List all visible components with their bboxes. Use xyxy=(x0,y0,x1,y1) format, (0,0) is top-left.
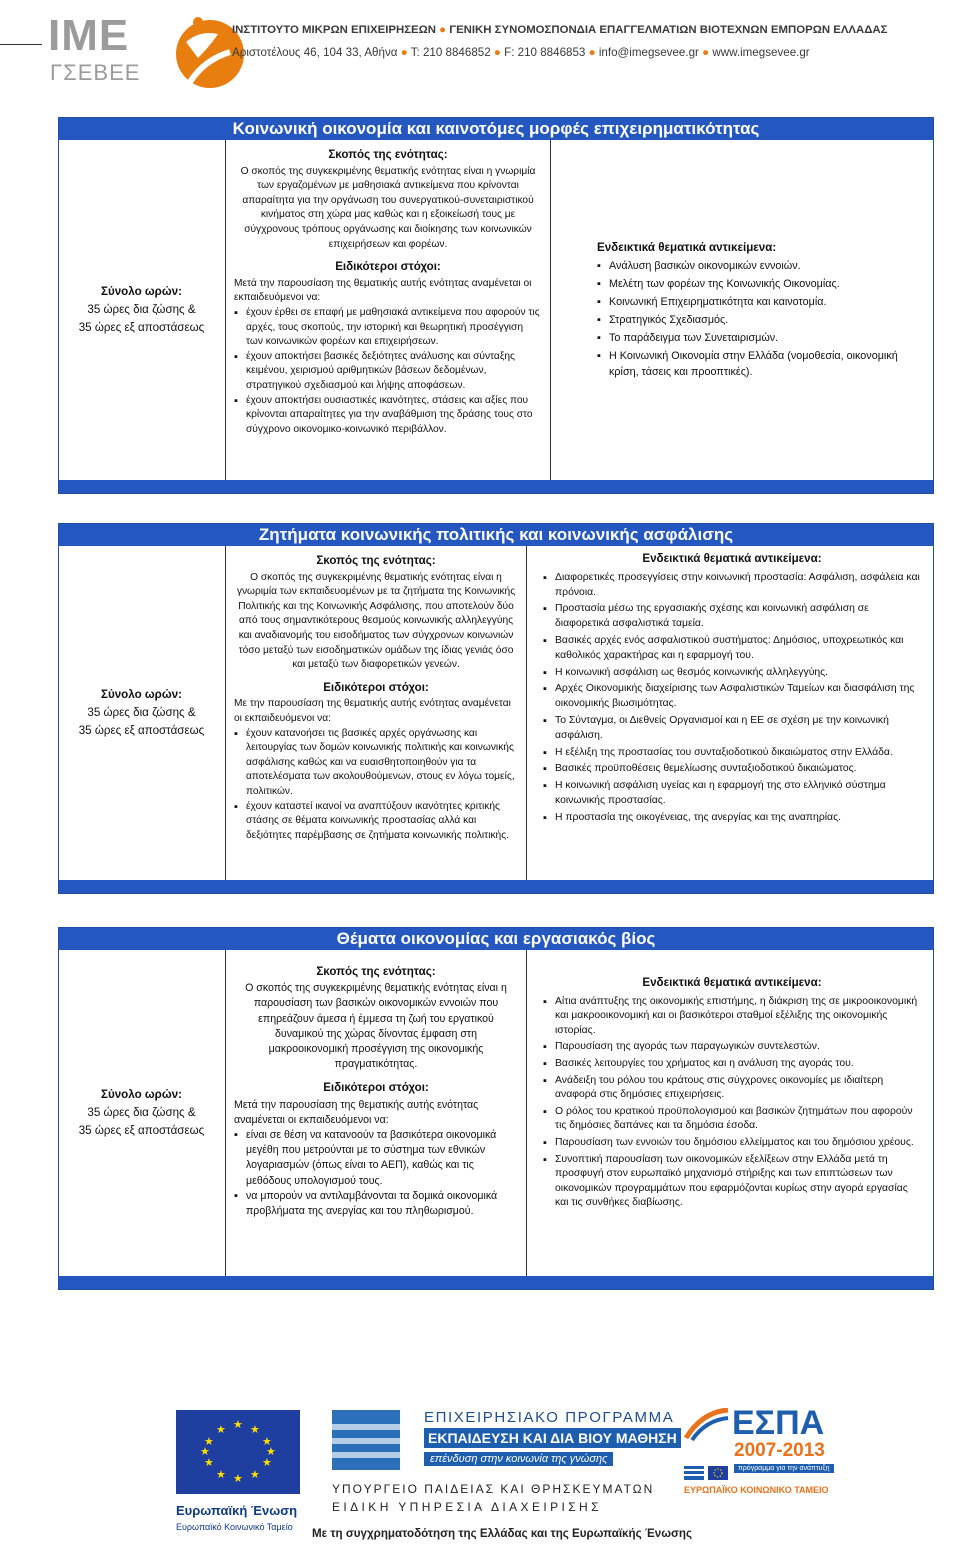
topics-list xyxy=(543,995,921,1211)
cofunding-statement: Με τη συγχρηματοδότηση της Ελλάδας και της Ευρωπαϊκής Ένωσης xyxy=(312,1527,693,1540)
confederation-name: ΓΕΝΙΚΗ ΣΥΝΟΜΟΣΠΟΝΔΙΑ ΕΠΑΓΓΕΛΜΑΤΙΩΝ ΒΙΟΤΕΧΝΩΝ ΕΜΠΟΡΩΝ ΕΛΛΑΔΑΣ xyxy=(449,24,888,36)
list-item: ▪ έχουν καταστεί ικανοί να αναπτύξουν ικανότητες κριτικής στάσης σε θέματα κοινωνικής προστασίας αλλά και δεξιότητες παρέμβασης σε ζητήματα κοινωνικής πολιτικής. xyxy=(234,800,518,844)
list-item: ▪ Παρουσίαση των εννοιών του δημόσιου ελλείμματος και του δημόσιου χρέους. xyxy=(543,1136,921,1151)
purpose-title: Σκοπός της ενότητας: xyxy=(316,554,436,567)
list-item: ▪ Αίτια ανάπτυξης της οικονομικής επιστήμης, η διάκριση της σε μικροοικονομική και μακροοικονομική και οι βασικότεροι σταθμοί εξέλιξης της οικονομικής ιστορίας. xyxy=(543,995,921,1039)
espa-emblem-icon xyxy=(684,1408,730,1442)
espa-years: 2007-2013 xyxy=(734,1440,825,1461)
espa-fund-name: ΕΥΡΩΠΑΪΚΟ ΚΟΙΝΩΝΙΚΟ ΤΑΜΕΙΟ xyxy=(684,1485,829,1495)
list-item: ▪ Η κοινωνική ασφάλιση υγείας και η εφαρμογή της στο ελληνικό σύστημα κοινωνικής προστασίας. xyxy=(543,779,921,809)
contact-line xyxy=(232,46,810,59)
fax: F: 210 8846853 xyxy=(504,46,586,59)
block-title: Θέματα οικονομίας και εργασιακός βίος xyxy=(59,928,933,950)
purpose-column xyxy=(225,546,527,880)
hours-title: Σύνολο ωρών: xyxy=(101,688,182,701)
list-item: ▪ έχουν αποκτήσει ουσιαστικές ικανότητες, στάσεις και αξίες που κρίνονται απαραίτητες για την αναβάθμιση της δράσης τους στο σύγχρονο οικονομικο-κοινωνικό περιβάλλον. xyxy=(234,394,542,438)
list-item: ▪ Προστασία μέσω της εργασιακής σχέσης και κοινωνική ασφάλιση σε διαφορετικά ασφαλιστικά ταμεία. xyxy=(543,602,921,632)
goals-title: Ειδικότεροι στόχοι: xyxy=(335,260,441,274)
header-rule xyxy=(0,44,42,45)
list-item: ▪ Ανάλυση βασικών οικονομικών εννοιών. xyxy=(597,258,921,274)
hours-column xyxy=(59,140,224,480)
block-footer-bar xyxy=(59,1276,933,1289)
hours-line: 35 ώρες δια ζώσης & xyxy=(87,706,196,719)
eu-fund-name: Ευρωπαϊκό Κοινωνικό Ταμείο xyxy=(176,1522,293,1532)
list-item: ▪ Στρατηγικός Σχεδιασμός. xyxy=(597,312,921,328)
list-item: ▪ Συνοπτική παρουσίαση των οικονομικών εξελίξεων στην Ελλάδα μετά τη προσφυγή στον ευρωπαϊκό μηχανισμό στήριξης και των επιπτώσεων των οικονομικών προγραμμάτων που εφαρμόζονται κυρίως στην αγορά εργασίας και τις συνθήκες διαβίωσης. xyxy=(543,1153,921,1211)
list-item: ▪ Η προστασία της οικογένειας, της ανεργίας και της αναπηρίας. xyxy=(543,811,921,826)
separator-dot-icon: ● xyxy=(702,46,713,59)
purpose-text: Ο σκοπός της συγκεκριμένης θεματικής ενότητας είναι η παρουσίαση των βασικών οικονομικών εννοιών που επηρεάζουν άμεσα ή έμμεσα τη ζωή του εργατικού δυναμικού της χώρας δίνοντας έμφαση στη μακροοικονομική προσέγγιση της οικονομικής πραγματικότητας. xyxy=(245,982,507,1071)
hours-line: 35 ώρες δια ζώσης & xyxy=(87,1106,196,1119)
ime-gsevee-logo xyxy=(48,6,218,86)
separator-dot-icon: ● xyxy=(588,46,599,59)
organization-name xyxy=(232,24,888,36)
list-item: ▪ Το παράδειγμα των Συνεταιρισμών. xyxy=(597,330,921,346)
list-item: ▪ Διαφορετικές προσεγγίσεις στην κοινωνική προστασία: Ασφάλιση, ασφάλεια και πρόνοια. xyxy=(543,571,921,601)
list-item: ▪ έχουν κατανοήσει τις βασικές αρχές οργάνωσης και λειτουργίας των δομών κοινωνικής πολιτικής και κοινωνικής ασφάλισης καθώς και να ευαισθητοποιηθούν για τα αποτελέσματα των ακολουθούμενων, στους εν λόγω τομείς, πολιτικών. xyxy=(234,727,518,800)
course-block-economy-working-life xyxy=(58,927,934,1290)
topics-title: Ενδεικτικά θεματικά αντικείμενα: xyxy=(642,976,822,989)
topics-column xyxy=(551,140,933,480)
purpose-column xyxy=(225,950,527,1276)
hours-line: 35 ώρες δια ζώσης & xyxy=(87,303,196,316)
goals-list xyxy=(234,1128,518,1219)
goals-intro: Μετά την παρουσίαση της θεματικής αυτής ενότητας αναμένεται οι εκπαιδευόμενοι να: xyxy=(234,277,532,304)
website-link[interactable]: www.imegsevee.gr xyxy=(712,46,810,59)
list-item: ▪ Μελέτη των φορέων της Κοινωνικής Οικονομίας. xyxy=(597,276,921,292)
program-logo-icon xyxy=(332,1410,400,1470)
hours-column xyxy=(59,546,224,880)
list-item: ▪ Κοινωνική Επιχειρηματικότητα και καινοτομία. xyxy=(597,294,921,310)
greek-eu-flags-icon xyxy=(684,1466,728,1480)
goals-list xyxy=(234,306,542,437)
hours-line: 35 ώρες εξ αποστάσεως xyxy=(78,724,205,737)
block-body xyxy=(59,950,933,1276)
hours-title: Σύνολο ωρών: xyxy=(101,1088,182,1101)
purpose-text: Ο σκοπός της συγκεκριμένης θεματικής ενότητας είναι η γνωριμία των εκπαιδευομένων με τα ζητήματα της Κοινωνικής Πολιτικής και της Κοινωνικής Ασφάλισης, που αποτελούν δύο από τους σημαντικότερους θεσμούς κοινωνικής αλληλεγγύης και αναδιανομής του εισοδήματος των σύγχρονων κοινωνιών τόσο μεταξύ των εισοδηματικών ομάδων της ίδιας γενιάς όσο και μεταξύ των διαφορετικών γενεών. xyxy=(236,571,516,671)
eu-name: Ευρωπαϊκή Ένωση xyxy=(176,1503,298,1518)
email-link[interactable]: info@imegsevee.gr xyxy=(598,46,699,59)
eu-flag-icon: ★ ★ ★ ★ ★ ★ ★ ★ ★ ★ ★ ★ xyxy=(176,1410,300,1494)
topics-list xyxy=(597,258,921,380)
address: Αριστοτέλους 46, 104 33, Αθήνα xyxy=(232,46,398,59)
hours-line: 35 ώρες εξ αποστάσεως xyxy=(78,1124,205,1137)
goals-list xyxy=(234,727,518,844)
purpose-title: Σκοπός της ενότητας: xyxy=(328,148,448,161)
phone: Τ: 210 8846852 xyxy=(410,46,491,59)
purpose-column xyxy=(225,140,551,480)
program-slogan: επένδυση στην κοινωνία της γνώσης xyxy=(424,1452,613,1466)
block-body xyxy=(59,140,933,480)
list-item: ▪ να μπορούν να αντιλαμβάνονται τα δομικά οικονομικά προβλήματα της ανεργίας και του πληθωρισμού. xyxy=(234,1189,518,1219)
list-item: ▪ Ανάδειξη του ρόλου του κράτους στις σύγχρονες οικονομίες με ιδιαίτερη αναφορά στις δημόσιες επιχειρήσεις. xyxy=(543,1074,921,1103)
goals-intro: Με την παρουσίαση της θεματικής αυτής ενότητας αναμένεται οι εκπαιδευόμενοι να: xyxy=(234,698,511,724)
purpose-title: Σκοπός της ενότητας: xyxy=(316,965,436,978)
hours-column xyxy=(59,950,224,1276)
block-body xyxy=(59,546,933,880)
list-item: ▪ Το Σύνταγμα, οι Διεθνείς Οργανισμοί και η ΕΕ σε σχέση με την κοινωνική ασφάλιση. xyxy=(543,714,921,744)
espa-tagline: πρόγραμμα για την ανάπτυξη xyxy=(734,1464,834,1473)
block-footer-bar xyxy=(59,880,933,893)
block-footer-bar xyxy=(59,480,933,493)
goals-intro: Μετά την παρουσίαση της θεματικής αυτής ενότητας αναμένεται οι εκπαιδευόμενοι να: xyxy=(234,1098,479,1126)
topics-list xyxy=(543,571,921,826)
list-item: ▪ Παρουσίαση της αγοράς των παραγωγικών συντελεστών. xyxy=(543,1040,921,1055)
hours-line: 35 ώρες εξ αποστάσεως xyxy=(78,321,205,334)
list-item: ▪ Βασικές προϋποθέσεις θεμελίωσης συνταξιοδοτικού δικαιώματος. xyxy=(543,762,921,777)
program-name: ΕΚΠΑΙΔΕΥΣΗ ΚΑΙ ΔΙΑ ΒΙΟΥ ΜΑΘΗΣΗ xyxy=(424,1428,681,1448)
espa-logo-text: ΕΣΠΑ xyxy=(732,1404,825,1442)
topics-title: Ενδεικτικά θεματικά αντικείμενα: xyxy=(597,241,777,254)
managing-service-name: ΕΙΔΙΚΗ ΥΠΗΡΕΣΙΑ ΔΙΑΧΕΙΡΙΣΗΣ xyxy=(332,1500,602,1514)
list-item: ▪ Η εξέλιξη της προστασίας του συνταξιοδοτικού δικαιώματος στην Ελλάδα. xyxy=(543,746,921,761)
list-item: ▪ έχουν αποκτήσει βασικές δεξιότητες ανάλυσης και σύνταξης κειμένου, χειρισμού αριθμητικών βάσεων δεδομένων, στρατηγικού σχεδιασμού και λήψης αποφάσεων. xyxy=(234,350,542,394)
goals-title: Ειδικότεροι στόχοι: xyxy=(323,1081,429,1095)
logo-subtext: ΓΣΕΒΕΕ xyxy=(50,60,141,85)
course-block-social-policy xyxy=(58,523,934,894)
list-item: ▪ είναι σε θέση να κατανοούν τα βασικότερα οικονομικά μεγέθη που μετρούνται με το σύστημα των εθνικών λογαριασμών (όπως είναι το ΑΕΠ), καθώς και τις μεθόδους υπολογισμού τους. xyxy=(234,1128,518,1189)
list-item: ▪ Η κοινωνική ασφάλιση ως θεσμός κοινωνικής αλληλεγγύης. xyxy=(543,666,921,681)
goals-title: Ειδικότεροι στόχοι: xyxy=(323,680,429,694)
program-label: ΕΠΙΧΕΙΡΗΣΙΑΚΟ ΠΡΟΓΡΑΜΜΑ xyxy=(424,1409,675,1426)
block-title: Ζητήματα κοινωνικής πολιτικής και κοινωνικής ασφάλισης xyxy=(59,524,933,546)
purpose-text: Ο σκοπός της συγκεκριμένης θεματικής ενότητας είναι η γνωριμία των εργαζομένων με μαθησιακά αντικείμενα που κρίνονται απαραίτητα για την οργάνωση του συνεργατικού-συνεταιριστικού κινήματος στη χώρα μας καθώς και η εξοικείωσή τους με σύγχρονους τρόπους οργάνωσης και διοίκησης των κοινωνικών επιχειρήσεων και φορέων. xyxy=(240,165,536,250)
list-item: ▪ Ο ρόλος του κρατικού προϋπολογισμού και βασικών ζητημάτων που αφορούν τις δημόσιες δαπάνες και τα δημόσια έσοδα. xyxy=(543,1105,921,1134)
list-item: ▪ έχουν έρθει σε επαφή με μαθησιακά αντικείμενα που αφορούν τις αρχές, τους σκοπούς, την ιστορική και θεωρητική προσέγγιση των κοινωνικών φορέων και επιχειρήσεων. xyxy=(234,306,542,350)
logo-text: ΙΜΕ xyxy=(48,11,130,60)
hours-title: Σύνολο ωρών: xyxy=(101,285,182,298)
block-title: Κοινωνική οικονομία και καινοτόμες μορφές επιχειρηματικότητας xyxy=(59,118,933,140)
list-item: ▪ Αρχές Οικονομικής διαχείρισης των Ασφαλιστικών Ταμείων και διασφάλιση της οικονομικής βιωσιμότητας. xyxy=(543,682,921,712)
separator-dot-icon: ● xyxy=(400,46,411,59)
institute-name: ΙΝΣΤΙΤΟΥΤΟ ΜΙΚΡΩΝ ΕΠΙΧΕΙΡΗΣΕΩΝ xyxy=(232,24,436,36)
list-item: ▪ Η Κοινωνική Οικονομία στην Ελλάδα (νομοθεσία, οικονομική κρίση, τάσεις και προοπτικές). xyxy=(597,348,921,380)
topics-column xyxy=(527,546,933,880)
separator-dot-icon: ● xyxy=(439,24,447,36)
topics-title: Ενδεικτικά θεματικά αντικείμενα: xyxy=(642,552,822,565)
list-item: ▪ Βασικές λειτουργίες του χρήματος και η ανάλυση της αγοράς του. xyxy=(543,1057,921,1072)
separator-dot-icon: ● xyxy=(493,46,505,59)
ministry-name: ΥΠΟΥΡΓΕΙΟ ΠΑΙΔΕΙΑΣ ΚΑΙ ΘΡΗΣΚΕΥΜΑΤΩΝ xyxy=(332,1482,655,1496)
course-block-social-economy xyxy=(58,117,934,494)
list-item: ▪ Βασικές αρχές ενός ασφαλιστικού συστήματος: Δημόσιος, υποχρεωτικός και καθολικός χαρακτήρας και η εφαρμογή του. xyxy=(543,634,921,664)
topics-column xyxy=(527,950,933,1276)
